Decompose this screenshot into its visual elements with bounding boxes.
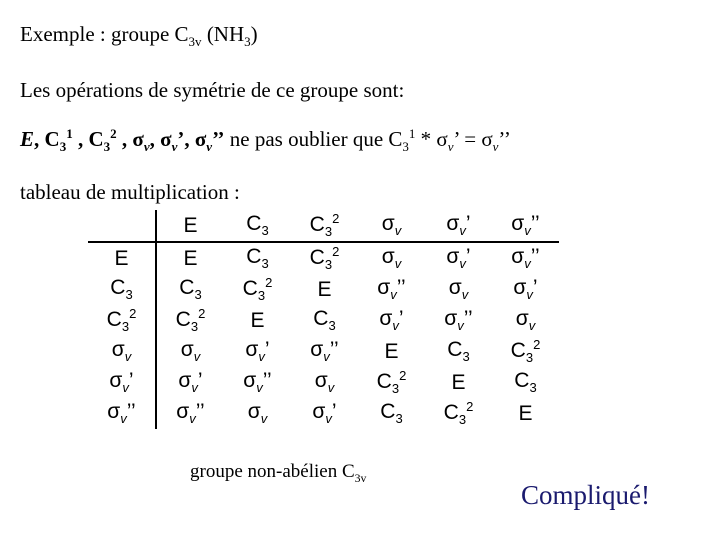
table-corner <box>88 210 156 242</box>
op-sigma: σ <box>160 127 172 151</box>
remark-text: Compliqué! <box>521 480 650 510</box>
table-cell: $\sigma_v$’ <box>245 338 270 365</box>
op-sigma: σ <box>194 127 207 151</box>
note-sup: 1 <box>408 126 416 141</box>
op-identity: E <box>20 127 35 151</box>
example-line <box>20 22 258 50</box>
row-header: $\sigma_v$’ <box>88 367 156 398</box>
table-cell: $C_3$ <box>514 369 537 396</box>
column-header: E <box>156 210 224 242</box>
table-row <box>88 305 559 336</box>
op-c31-sup: 1 <box>66 126 73 141</box>
column-header: $\sigma_v$’’ <box>492 210 559 242</box>
column-header: $\sigma_v$ <box>358 210 425 242</box>
table-caption <box>190 461 366 486</box>
op-c32-sup: 2 <box>110 126 117 141</box>
table-cell: $C_3^2$ <box>175 306 206 335</box>
table-cell: $\sigma_v$’’ <box>377 276 406 303</box>
row-header: E <box>88 242 156 274</box>
table-header-row <box>88 210 559 242</box>
table-cell: E <box>250 308 265 332</box>
row-header: $\sigma_v$ <box>88 336 156 367</box>
table-cell: $\sigma_v$’ <box>446 245 471 272</box>
table-cell: $\sigma_v$’ <box>379 307 404 334</box>
note-text: ne pas oublier que C <box>224 127 403 151</box>
table-cell: $\sigma_v$ <box>515 307 536 334</box>
note-equals: = <box>458 127 482 151</box>
table-title: tableau de multiplication : <box>20 180 240 204</box>
table-cell: $C_3^2$ <box>376 368 407 397</box>
table-cell: $\sigma_v$’’ <box>310 338 339 365</box>
column-header: $C_3^2$ <box>291 210 358 242</box>
table-row <box>88 336 559 367</box>
column-header: $C_3$ <box>224 210 291 242</box>
op-separator: , <box>149 127 161 151</box>
table-cell: $C_3$ <box>179 276 202 303</box>
note-sigma-sub: v <box>492 139 499 155</box>
op-c31-sub: 3 <box>59 139 67 155</box>
table-row <box>88 398 559 429</box>
table-cell: $C_3^2$ <box>242 275 273 304</box>
op-prime: ’ <box>177 127 185 151</box>
table-cell: $C_3$ <box>380 400 403 427</box>
table-cell: $\sigma_v$ <box>314 369 335 396</box>
note-prime: ’ <box>453 127 459 151</box>
op-sigma-sub: v <box>143 139 150 155</box>
table-cell: $\sigma_v$ <box>180 338 201 365</box>
example-formula-subscript: 3 <box>244 34 251 50</box>
example-formula: (NH <box>201 22 245 46</box>
note-sub: 3 <box>402 139 409 155</box>
table-cell: $\sigma_v$ <box>381 245 402 272</box>
op-sigma: σ <box>132 127 144 151</box>
table-cell: E <box>384 339 399 363</box>
table-row <box>88 242 559 274</box>
note-sigma: σ <box>481 127 493 151</box>
row-header: $\sigma_v$’’ <box>88 398 156 429</box>
table-cell: E <box>518 401 533 425</box>
op-separator: , C <box>72 127 104 151</box>
table-cell: $\sigma_v$’ <box>178 369 203 396</box>
table-cell: $\sigma_v$’’ <box>511 245 540 272</box>
caption-text: groupe non-abélien C <box>190 461 355 482</box>
table-cell: $\sigma_v$’ <box>513 276 538 303</box>
table-cell: E <box>183 246 198 270</box>
table-cell: $C_3$ <box>246 245 269 272</box>
op-double-prime: ’’ <box>212 127 225 151</box>
op-separator: , <box>184 127 195 151</box>
multiplication-table <box>88 210 559 429</box>
op-separator: , C <box>34 127 60 151</box>
table-cell: $\sigma_v$’’ <box>243 369 272 396</box>
note-sigma: σ <box>436 127 448 151</box>
op-sigma-sub: v <box>171 139 178 155</box>
caption-subscript: 3v <box>354 471 367 485</box>
operations-list <box>20 126 511 155</box>
table-cell: $\sigma_v$ <box>448 276 469 303</box>
table-cell: $\sigma_v$ <box>247 400 268 427</box>
table-cell: $\sigma_v$’’ <box>444 307 473 334</box>
table-row <box>88 367 559 398</box>
table-cell: $C_3^2$ <box>309 244 340 273</box>
op-separator: , <box>116 127 133 151</box>
row-header: $C_3$ <box>88 274 156 305</box>
example-text: Exemple : groupe C <box>20 22 189 46</box>
table-row <box>88 274 559 305</box>
note-star: * <box>415 127 437 151</box>
row-header: $C_3^2$ <box>88 305 156 336</box>
table-cell: E <box>451 370 466 394</box>
example-subscript: 3v <box>188 34 202 50</box>
table-cell: E <box>317 277 332 301</box>
table-cell: $\sigma_v$’’ <box>176 400 205 427</box>
column-header: $\sigma_v$’ <box>425 210 492 242</box>
table-cell: $C_3^2$ <box>443 399 474 428</box>
table-cell: $C_3$ <box>447 338 470 365</box>
note-double-prime: ’’ <box>498 127 511 151</box>
operations-intro: Les opérations de symétrie de ce groupe sont: <box>20 78 405 102</box>
table-cell: $C_3$ <box>313 307 336 334</box>
table-cell: $\sigma_v$’ <box>312 400 337 427</box>
example-close-paren: ) <box>250 22 258 46</box>
op-c32-sub: 3 <box>103 139 111 155</box>
note-sigma-sub: v <box>447 139 454 155</box>
op-sigma-sub: v <box>206 139 213 155</box>
table-cell: $C_3^2$ <box>510 337 541 366</box>
